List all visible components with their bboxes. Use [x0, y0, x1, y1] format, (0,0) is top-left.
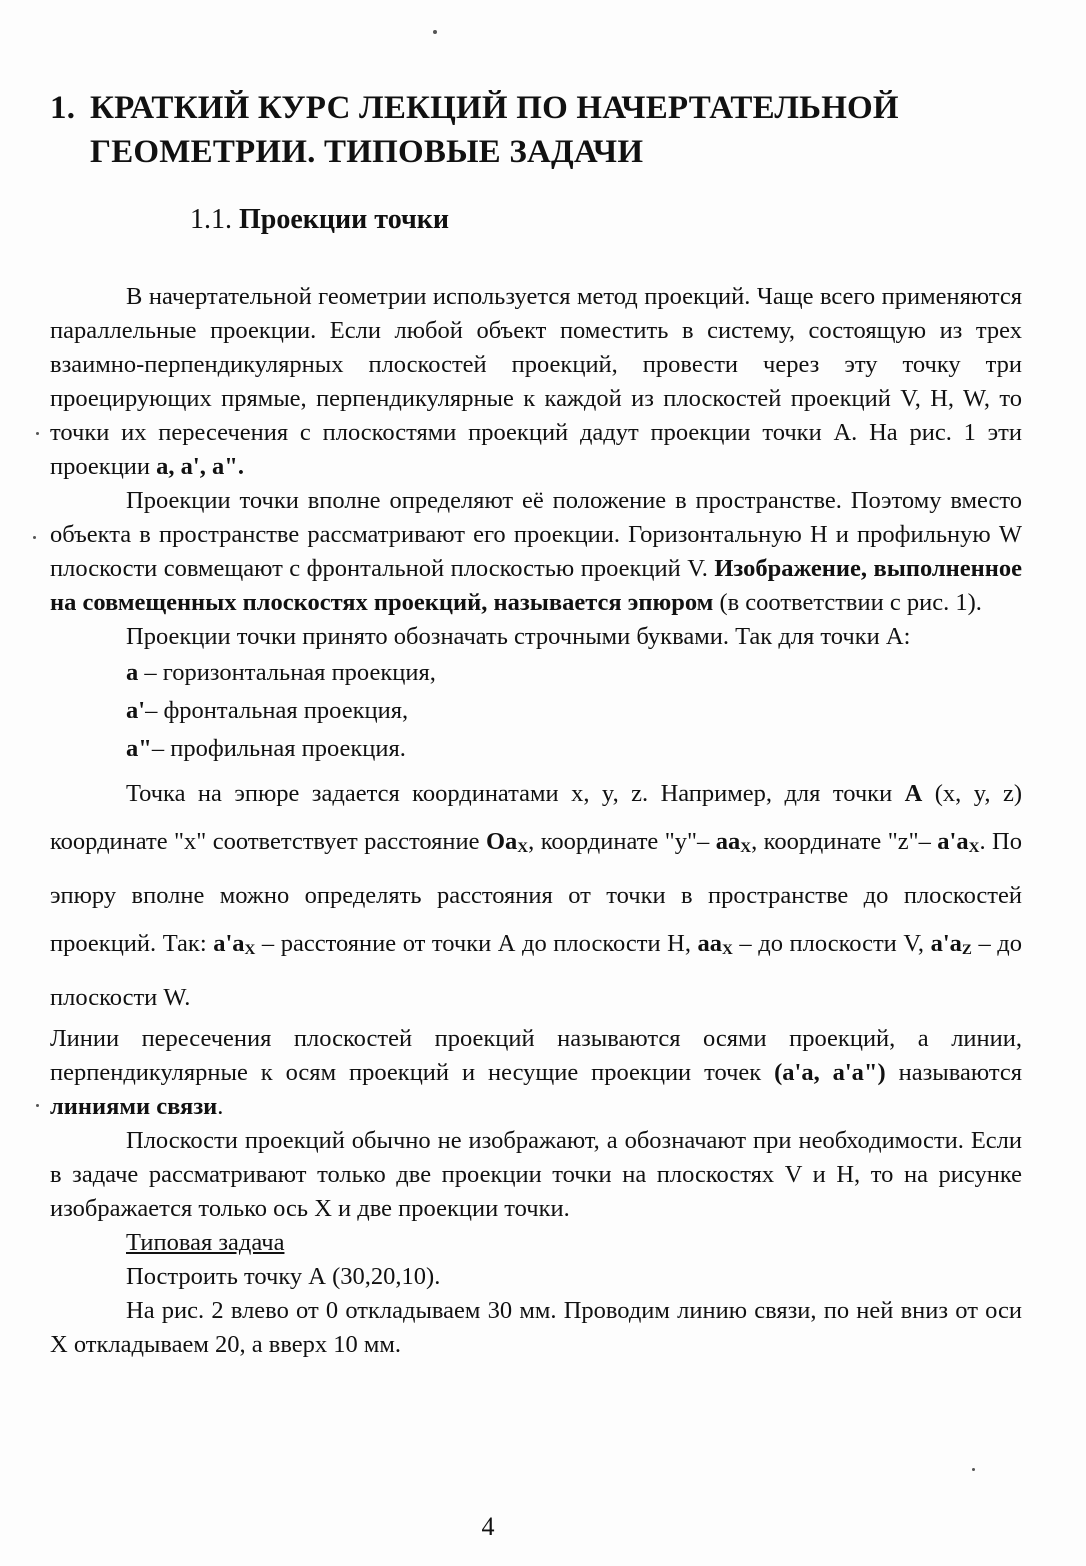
epure-definition: Изображение, выполненное на совмещенных плоскостях проекций, называется эпюром — [50, 555, 1022, 616]
text-run: называются — [885, 1059, 1022, 1086]
formula-subscript: X — [740, 840, 752, 856]
formula-aax-2 — [698, 930, 733, 957]
chapter-heading — [50, 86, 1010, 174]
paragraph-text: Построить точку А (30,20,10). — [126, 1263, 441, 1290]
list-text: – профильная проекция. — [151, 735, 406, 762]
paragraph-notation — [50, 620, 1022, 654]
point-label: А — [904, 780, 923, 807]
formula-subscript: X — [722, 942, 733, 958]
task-label: Типовая задача — [126, 1229, 285, 1256]
paragraph-text: В начертательной геометрии используется метод проекций. Чаще всего применяются параллельные проекции. Если любой объект поместить в систему, состоящую из трех взаимно-перпендикулярных плоскостей проекций, провести через эту точку три проецирующих прямые, перпендикулярные к каждой из плоскостей проекций V, H, W, то точки их пересечения с плоскостями проекций дадут проекции точки А. На рис. 1 эти проекции — [50, 283, 1022, 480]
paragraph-coordinates — [50, 770, 1022, 1022]
link-lines-term: линиями связи — [50, 1093, 218, 1120]
section-number: 1.1. — [190, 204, 232, 235]
text-run: – до плоскости V, — [732, 930, 931, 957]
paragraph-bold-end: а, а', а". — [156, 453, 244, 480]
paragraph-tail: (в соответствии с рис. 1). — [713, 589, 982, 616]
formula-base: aa — [715, 828, 741, 855]
paragraph-projection-method — [50, 280, 1022, 484]
chapter-title-line1: КРАТКИЙ КУРС ЛЕКЦИЙ ПО НАЧЕРТАТЕЛЬНОЙ — [90, 90, 899, 126]
list-text: – фронтальная проекция, — [145, 697, 409, 724]
formula-a1az — [931, 930, 972, 957]
scan-speck — [36, 432, 39, 435]
list-mark: а" — [126, 735, 152, 762]
section-heading — [190, 200, 449, 240]
text-run: , координате "y"– — [528, 828, 716, 855]
formula-base: a'a — [930, 930, 962, 957]
formula-subscript: X — [244, 942, 256, 958]
link-lines-notation: (a'a, a'a") — [774, 1059, 886, 1086]
paragraph-axes — [50, 1022, 1022, 1124]
text-run: Точка на эпюре задается координатами x, y, z. Например, для точки — [126, 780, 905, 807]
text-run: – до плоскости W. — [50, 930, 1022, 1011]
body-text — [50, 280, 1022, 1362]
text-run: (x, y, z) координате "x" соответствует расстояние — [50, 780, 1022, 855]
chapter-title-line2: ГЕОМЕТРИИ. ТИПОВЫЕ ЗАДАЧИ — [90, 134, 644, 170]
task-statement — [50, 1260, 1022, 1294]
list-mark: а — [126, 659, 139, 686]
formula-base: aa — [697, 930, 723, 957]
chapter-number: 1. — [50, 90, 76, 126]
paragraph-text: Линии пересечения плоскостей проекций называются осями проекций, а линии, перпендикулярные к осям проекций и несущие проекции точек — [50, 1025, 1022, 1086]
formula-subscript: X — [968, 840, 980, 856]
text-run: , координате "z"– — [751, 828, 938, 855]
task-label-line — [50, 1226, 1022, 1260]
scan-speck — [33, 536, 36, 539]
formula-subscript: X — [517, 840, 529, 856]
list-item — [50, 732, 1022, 766]
scan-speck — [36, 1104, 39, 1107]
formula-subscript: Z — [961, 942, 972, 958]
formula-oax — [486, 828, 528, 855]
formula-base: a'a — [213, 930, 245, 957]
paragraph-text: На рис. 2 влево от 0 откладываем 30 мм. Проводим линию связи, по ней вниз от оси X откладываем 20, а вверх 10 мм. — [50, 1297, 1022, 1358]
paragraph-epure — [50, 484, 1022, 620]
list-mark: а' — [126, 697, 146, 724]
scan-speck — [433, 30, 437, 34]
formula-a1ax-2 — [213, 930, 255, 957]
section-title: Проекции точки — [239, 204, 450, 235]
list-item — [50, 656, 1022, 690]
formula-a1ax — [937, 828, 979, 855]
scan-speck — [972, 1468, 975, 1471]
text-run: . По эпюру вполне можно определять расстояния от точки в пространстве до плоскостей проекций. Так: — [50, 828, 1022, 957]
paragraph-text: Проекции точки принято обозначать строчными буквами. Так для точки А: — [126, 623, 911, 650]
formula-aax — [716, 828, 751, 855]
paragraph-text: Проекции точки вполне определяют её положение в пространстве. Поэтому вместо объекта в пространстве рассматривают его проекции. Горизонтальную Н и профильную W плоскости совмещают с фронтальной плоскостью проекций V. — [50, 487, 1022, 582]
formula-base: a'a — [937, 828, 969, 855]
page-number: 4 — [481, 1512, 495, 1541]
list-item — [50, 694, 1022, 728]
formula-base: Oa — [485, 828, 518, 855]
task-solution — [50, 1294, 1022, 1362]
paragraph-text: Плоскости проекций обычно не изображают, а обозначают при необходимости. Если в задаче рассматривают только две проекции точки на плоскостях V и H, то на рисунке изображается только ось X и две проекции точки. — [50, 1127, 1022, 1222]
text-run: – расстояние от точки А до плоскости Н, — [255, 930, 698, 957]
text-run: . — [217, 1093, 224, 1120]
list-text: – горизонтальная проекция, — [138, 659, 436, 686]
paragraph-planes — [50, 1124, 1022, 1226]
